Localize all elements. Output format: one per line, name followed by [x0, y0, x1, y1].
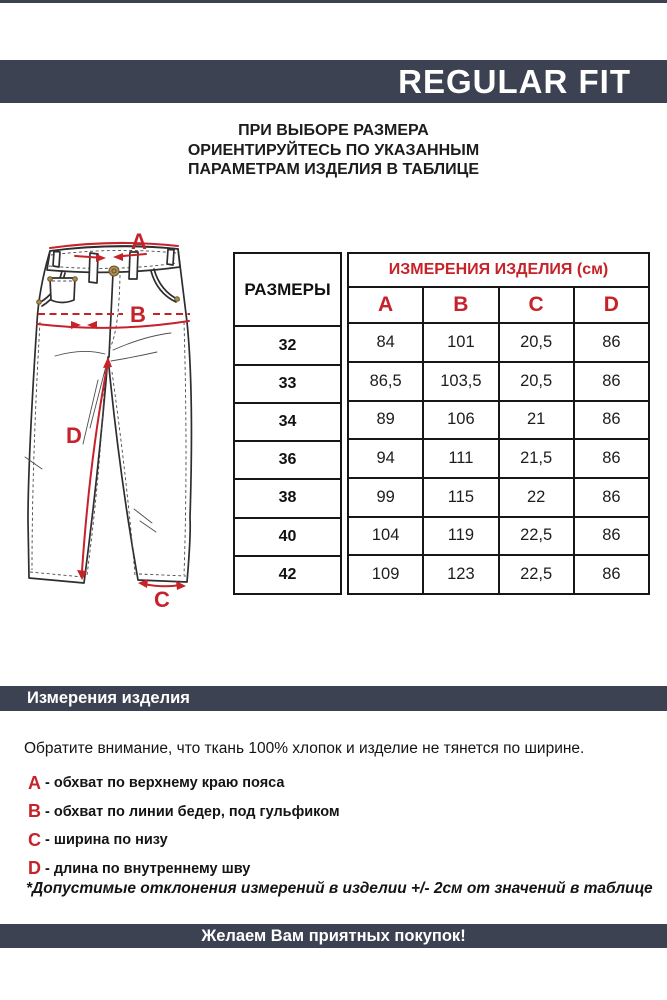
size-cell: 34: [234, 403, 341, 441]
measure-cell: 20,5: [499, 323, 574, 362]
measurements-legend: [28, 769, 340, 883]
legend-item-d: [28, 855, 340, 884]
measure-cell: 21,5: [499, 439, 574, 478]
legend-letter-d: D: [28, 858, 41, 879]
size-cell: 32: [234, 326, 341, 364]
footer-message: Желаем Вам приятных покупок!: [201, 926, 466, 945]
measure-cell: 86: [574, 323, 649, 362]
measure-cell: 99: [348, 478, 423, 517]
brand-bar: [0, 60, 667, 103]
fabric-note: Обратите внимание, что ткань 100% хлопок и изделие не тянется по ширине.: [24, 740, 585, 757]
measure-cell: 22: [499, 478, 574, 517]
measure-cell: 86,5: [348, 362, 423, 401]
sizes-column-header: РАЗМЕРЫ: [234, 253, 341, 326]
measure-cell: 94: [348, 439, 423, 478]
measure-cell: 119: [423, 517, 498, 556]
measure-cell: 103,5: [423, 362, 498, 401]
intro-line-2: ОРИЕНТИРУЙТЕСЬ ПО УКАЗАННЫМ: [187, 141, 480, 159]
legend-letter-a: A: [28, 772, 41, 793]
diagram-label-b: B: [130, 302, 146, 327]
measure-cell: 111: [423, 439, 498, 478]
fit-title: REGULAR FIT: [398, 63, 631, 100]
intro-line-3: ПАРАМЕТРАМ ИЗДЕЛИЯ В ТАБЛИЦЕ: [187, 161, 479, 178]
table-row: [348, 555, 649, 594]
legend-text-a: - обхват по верхнему краю пояса: [45, 775, 285, 792]
measure-cell: 86: [574, 362, 649, 401]
table-row: [348, 517, 649, 556]
tolerance-disclaimer: *Допустимые отклонения измерений в изделии +/- 2см от значений в таблице: [26, 880, 653, 897]
table-row: [234, 365, 341, 403]
measure-cell: 109: [348, 555, 423, 594]
measure-cell: 101: [423, 323, 498, 362]
diagram-label-a: A: [131, 230, 147, 254]
table-row: [348, 362, 649, 401]
measure-cell: 86: [574, 517, 649, 556]
table-row: [234, 556, 341, 594]
measurements-table: [347, 252, 650, 595]
section-title: Измерения изделия: [27, 689, 190, 707]
legend-item-b: [28, 798, 340, 827]
measure-cell: 22,5: [499, 555, 574, 594]
measure-letters-row: [348, 287, 649, 324]
table-row: [348, 439, 649, 478]
measure-cell: 86: [574, 478, 649, 517]
legend-text-b: - обхват по линии бедер, под гульфиком: [45, 803, 340, 820]
top-divider-strip: [0, 0, 667, 3]
legend-item-a: [28, 769, 340, 798]
intro-line-1: ПРИ ВЫБОРЕ РАЗМЕРА: [238, 122, 429, 139]
legend-item-c: [28, 826, 340, 855]
size-cell: 38: [234, 479, 341, 517]
diagram-label-d: D: [66, 423, 82, 448]
measure-cell: 104: [348, 517, 423, 556]
table-row: [234, 518, 341, 556]
size-cell: 36: [234, 441, 341, 479]
measure-cell: 115: [423, 478, 498, 517]
table-row: [348, 478, 649, 517]
size-cell: 40: [234, 518, 341, 556]
measure-cell: 106: [423, 401, 498, 440]
measure-cell: 86: [574, 401, 649, 440]
section-bar-measurements: [0, 686, 667, 711]
jeans-measurement-diagram: [13, 230, 235, 615]
column-header-a: A: [348, 287, 423, 324]
table-row: [234, 479, 341, 517]
legend-text-c: - ширина по низу: [45, 832, 168, 849]
column-header-c: C: [499, 287, 574, 324]
intro-text: [0, 121, 667, 180]
coin-pocket: [50, 278, 75, 303]
legend-text-d: - длина по внутреннему шву: [45, 860, 251, 877]
column-header-d: D: [574, 287, 649, 324]
table-row: [234, 441, 341, 479]
legend-letter-c: C: [28, 829, 41, 850]
diagram-label-c: C: [154, 587, 170, 612]
legend-letter-b: B: [28, 801, 41, 822]
measurements-header: ИЗМЕРЕНИЯ ИЗДЕЛИЯ (см): [348, 253, 649, 287]
size-cell: 33: [234, 365, 341, 403]
measure-cell: 22,5: [499, 517, 574, 556]
measure-cell: 21: [499, 401, 574, 440]
measure-cell: 89: [348, 401, 423, 440]
measure-cell: 86: [574, 555, 649, 594]
table-row: [348, 401, 649, 440]
size-cell: 42: [234, 556, 341, 594]
table-row: [234, 326, 341, 364]
column-header-b: B: [423, 287, 498, 324]
table-row: [234, 403, 341, 441]
jeans-button: [109, 266, 119, 276]
table-row: [348, 323, 649, 362]
sizes-column-table: [233, 252, 342, 595]
measure-cell: 20,5: [499, 362, 574, 401]
measure-cell: 86: [574, 439, 649, 478]
measure-cell: 84: [348, 323, 423, 362]
measure-cell: 123: [423, 555, 498, 594]
footer-bar: [0, 924, 667, 948]
